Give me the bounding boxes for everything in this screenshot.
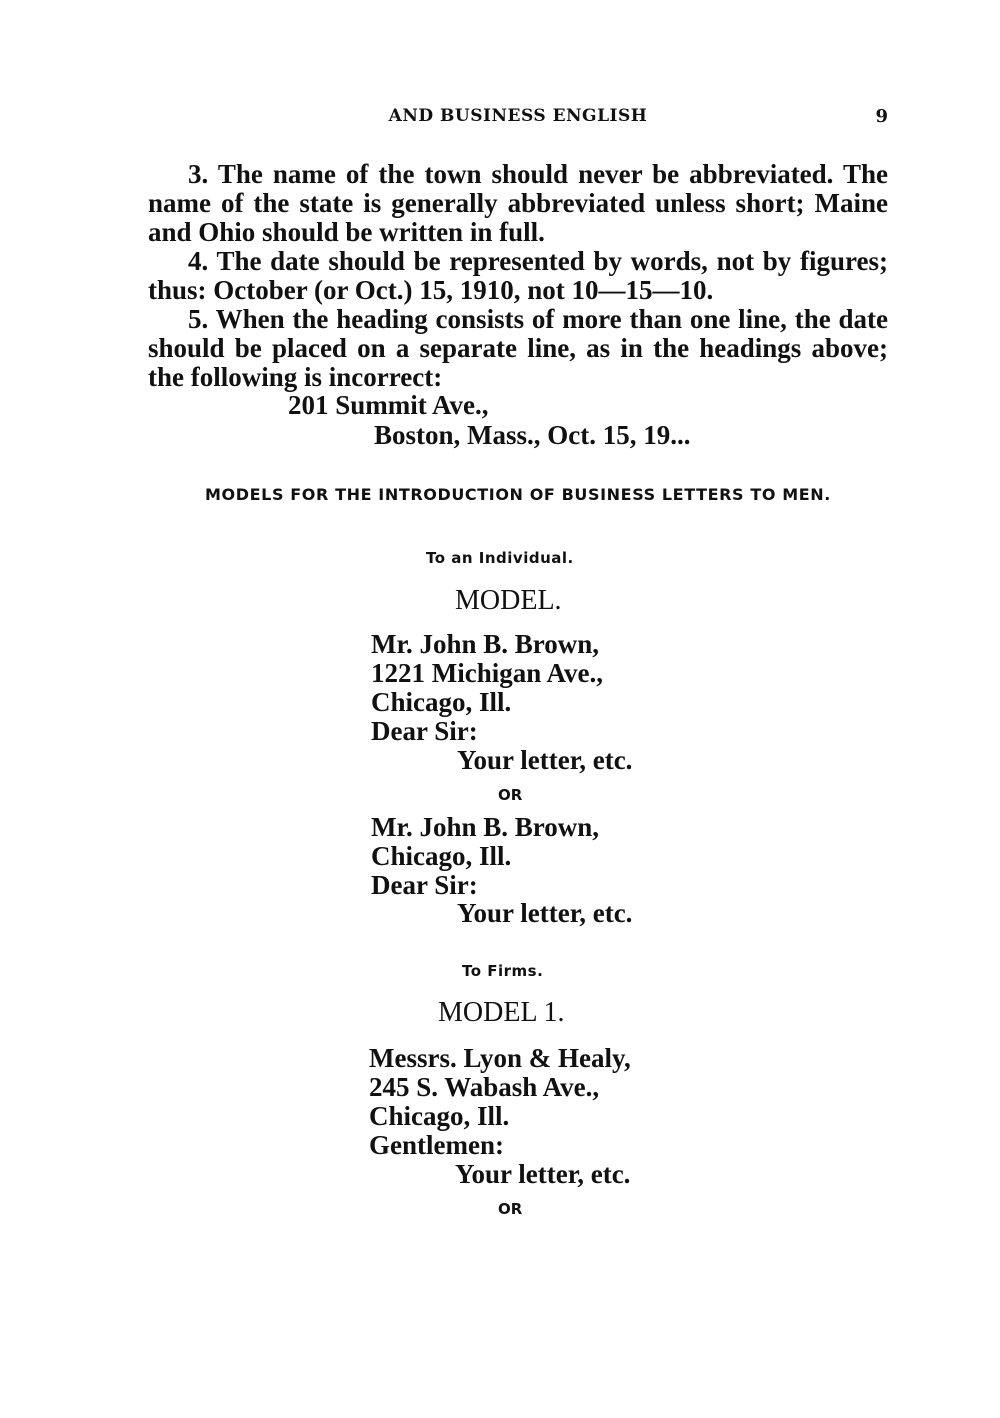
- individual-a-line-3: Chicago, Ill.: [371, 687, 512, 717]
- rule-paragraph-3: [148, 160, 888, 247]
- rule-number-3: 3.: [188, 159, 209, 189]
- individual-b-line-1: Mr. John B. Brown,: [371, 812, 600, 842]
- firm-a-salutation: Gentlemen:: [369, 1130, 504, 1160]
- or-label-2: OR: [498, 1200, 523, 1218]
- individual-a-salutation: Dear Sir:: [371, 716, 478, 746]
- rule-paragraph-5: [148, 305, 888, 392]
- rule-text-5: When the heading consists of more than one line, the date should be placed on a separate line, as in the headings above; the following is incorrect:: [148, 304, 888, 392]
- individual-b-salutation: Dear Sir:: [371, 870, 478, 900]
- incorrect-heading-line-2: Boston, Mass., Oct. 15, 19...: [374, 420, 691, 450]
- firm-a-body: Your letter, etc.: [455, 1159, 631, 1189]
- rule-number-5: 5.: [188, 304, 209, 334]
- section-heading: MODELS FOR THE INTRODUCTION OF BUSINESS LETTERS TO MEN.: [205, 485, 831, 504]
- firms-model-title: MODEL 1.: [438, 997, 565, 1028]
- individual-a-line-1: Mr. John B. Brown,: [371, 629, 600, 659]
- running-head: [148, 106, 888, 132]
- rule-text-3: The name of the town should never be abbreviated. The name of the state is generally abbreviated unless short; Maine and Ohio should be written in full.: [148, 159, 888, 247]
- firm-a-line-1: Messrs. Lyon & Healy,: [369, 1043, 631, 1073]
- individual-b-line-2: Chicago, Ill.: [371, 841, 512, 871]
- page-number: 9: [875, 106, 888, 127]
- firm-a-line-2: 245 S. Wabash Ave.,: [369, 1072, 600, 1102]
- or-label-1: OR: [498, 786, 523, 804]
- firms-subheading: To Firms.: [462, 962, 544, 980]
- individual-a-body: Your letter, etc.: [457, 745, 633, 775]
- individual-b-body: Your letter, etc.: [457, 898, 633, 928]
- individual-subheading: To an Individual.: [426, 549, 574, 567]
- individual-model-title: MODEL.: [455, 585, 562, 616]
- running-title: AND BUSINESS ENGLISH: [388, 106, 648, 126]
- rule-text-4: The date should be represented by words, not by figures; thus: October (or Oct.) 15, 1910, not 10—15—10.: [148, 246, 888, 305]
- rule-number-4: 4.: [188, 246, 209, 276]
- incorrect-heading-line-1: 201 Summit Ave.,: [288, 390, 489, 420]
- individual-a-line-2: 1221 Michigan Ave.,: [371, 658, 603, 688]
- firm-a-line-3: Chicago, Ill.: [369, 1101, 510, 1131]
- rule-paragraph-4: [148, 247, 888, 305]
